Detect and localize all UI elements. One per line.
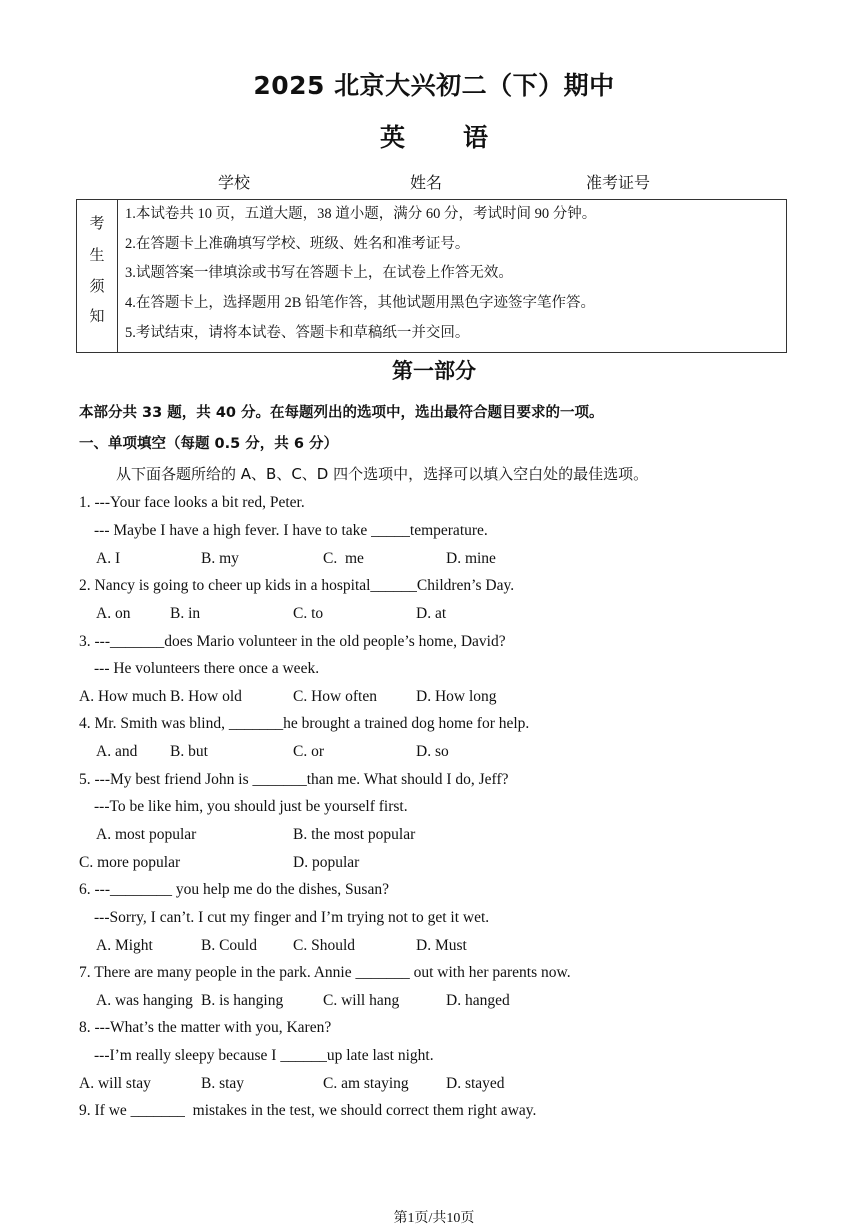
option-a: A. will stay	[79, 1075, 151, 1092]
question-stem: 9. If we _______ mistakes in the test, we should correct them right away.	[79, 1102, 537, 1119]
question-stem: 8. ---What’s the matter with you, Karen?	[79, 1019, 332, 1036]
option-b: B. Could	[201, 937, 257, 954]
option-a: A. How much	[79, 688, 167, 705]
option-b: B. my	[201, 550, 239, 567]
question-line: ---Sorry, I can’t. I cut my finger and I’m trying not to get it wet.	[94, 909, 490, 926]
option-b: B. How old	[170, 688, 242, 705]
question-line: --- He volunteers there once a week.	[94, 660, 320, 677]
notice-item: 2.在答题卡上准确填写学校、班级、姓名和准考证号。	[125, 236, 470, 252]
option-b: B. is hanging	[201, 992, 284, 1009]
subject-title: 英语	[379, 123, 546, 152]
notice-item: 5.考试结束，请将本试卷、答题卡和草稿纸一并交回。	[125, 325, 470, 341]
notice-label-char: 生	[89, 246, 105, 264]
part-intro: 本部分共 33 题，共 40 分。在每题列出的选项中，选出最符合题目要求的一项。	[79, 405, 604, 421]
question-line: --- Maybe I have a high fever. I have to take _____temperature.	[94, 522, 488, 539]
notice-label-char: 考	[89, 214, 105, 232]
notice-item: 4.在答题卡上，选择题用 2B 铅笔作答，其他试题用黑色字迹签字笔作答。	[125, 295, 596, 311]
page-number: 第1页/共10页	[393, 1211, 475, 1226]
option-d: D. How long	[416, 688, 497, 705]
option-b: B. in	[170, 605, 201, 622]
option-c: C. to	[293, 605, 324, 622]
question-stem: 4. Mr. Smith was blind, _______he brought a trained dog home for help.	[79, 715, 530, 732]
option-a: A. and	[96, 743, 138, 760]
exam-id-label: 准考证号	[586, 173, 651, 192]
notice-label-char: 知	[89, 307, 105, 325]
section-title: 一、单项填空（每题 0.5 分，共 6 分）	[79, 436, 338, 452]
option-d: D. hanged	[446, 992, 510, 1009]
question-stem: 6. ---________ you help me do the dishes, Susan?	[79, 881, 389, 898]
option-a: A. was hanging	[96, 992, 193, 1009]
option-c: C. How often	[293, 688, 377, 705]
option-c: C. more popular	[79, 854, 181, 871]
option-b: B. but	[170, 743, 208, 760]
option-c: C. me	[323, 550, 364, 567]
notice-item: 1.本试卷共 10 页，五道大题，38 道小题，满分 60 分，考试时间 90 分钟。	[125, 206, 597, 222]
question-line: ---I’m really sleepy because I ______up late last night.	[94, 1047, 434, 1064]
part-title: 第一部分	[392, 359, 476, 383]
notice-label-char: 须	[89, 277, 105, 295]
question-stem: 5. ---My best friend John is _______than me. What should I do, Jeff?	[79, 771, 509, 788]
option-d: D. popular	[293, 854, 360, 871]
option-c: C. will hang	[323, 992, 400, 1009]
question-stem: 1. ---Your face looks a bit red, Peter.	[79, 494, 305, 511]
option-d: D. mine	[446, 550, 496, 567]
question-line: ---To be like him, you should just be yourself first.	[94, 798, 408, 815]
option-d: D. stayed	[446, 1075, 505, 1092]
name-label: 姓名	[410, 173, 443, 192]
option-a: A. most popular	[96, 826, 197, 843]
exam-notice-box	[76, 199, 787, 353]
page-title: 2025 北京大兴初二（下）期中	[253, 71, 615, 100]
option-b: B. the most popular	[293, 826, 416, 843]
school-label: 学校	[218, 173, 251, 192]
option-a: A. Might	[96, 937, 153, 954]
question-stem: 3. ---_______does Mario volunteer in the old people’s home, David?	[79, 633, 506, 650]
option-b: B. stay	[201, 1075, 245, 1092]
option-d: D. so	[416, 743, 449, 760]
section-instruction: 从下面各题所给的 A、B、C、D 四个选项中，选择可以填入空白处的最佳选项。	[116, 465, 649, 483]
option-a: A. I	[96, 550, 121, 567]
notice-label	[77, 200, 118, 352]
notice-item: 3.试题答案一律填涂或书写在答题卡上，在试卷上作答无效。	[125, 265, 513, 281]
option-a: A. on	[96, 605, 131, 622]
option-d: D. Must	[416, 937, 467, 954]
question-stem: 2. Nancy is going to cheer up kids in a hospital______Children’s Day.	[79, 577, 515, 594]
option-c: C. am staying	[323, 1075, 409, 1092]
option-c: C. or	[293, 743, 324, 760]
option-d: D. at	[416, 605, 447, 622]
option-c: C. Should	[293, 937, 356, 954]
question-stem: 7. There are many people in the park. Annie _______ out with her parents now.	[79, 964, 571, 981]
